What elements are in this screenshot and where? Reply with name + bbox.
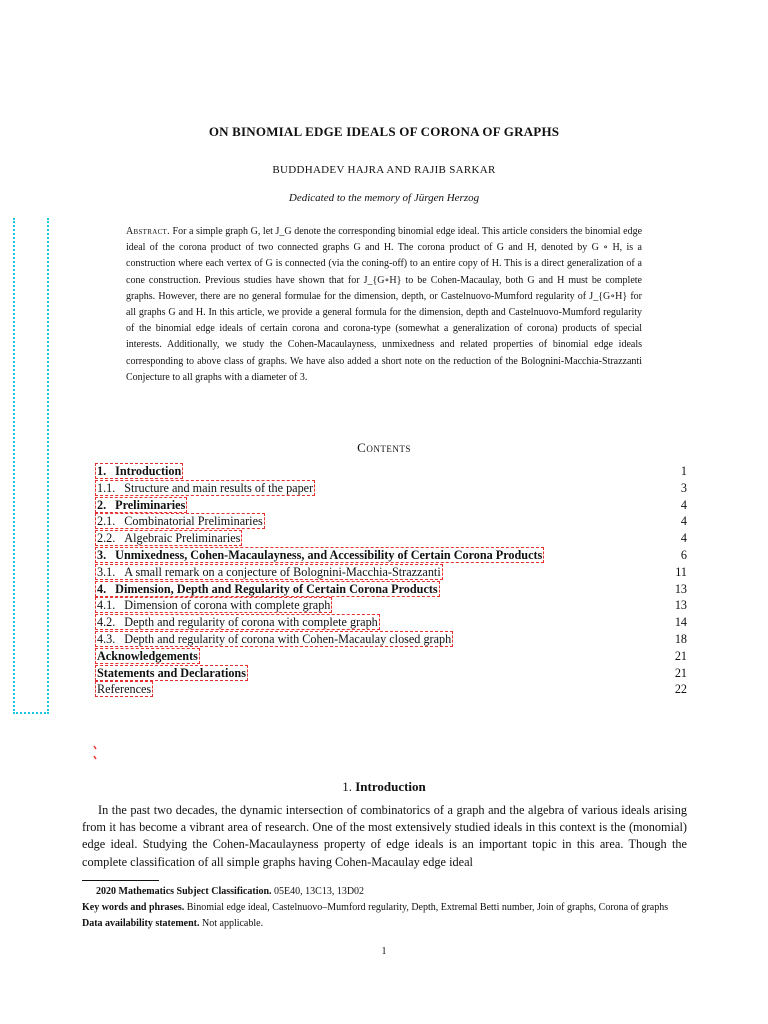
- toc-entry-number: 3.: [97, 547, 107, 562]
- toc-entry-number: 1.: [97, 464, 107, 478]
- toc-entry-label: Structure and main results of the paper: [124, 480, 314, 495]
- data-availability-label: Data availability statement.: [82, 918, 200, 929]
- toc-link[interactable]: [95, 648, 200, 664]
- introduction-paragraph: In the past two decades, the dynamic intersection of combinatorics of a graph and the algebra of various ideals arising from it has become a vibrant area of research. One of the most extensively studied ideals in this context is the (monomial) edge ideal. Studying the Cohen-Macaulayness property of edge ideals is an important topic in this area. Though the complete classification of all simple graphs having Cohen-Macaulay edge ideal: [82, 803, 687, 869]
- toc-entry-number: 4.: [97, 581, 107, 596]
- toc-entry: [95, 648, 687, 665]
- toc-entry-page: 22: [674, 682, 687, 697]
- section-heading: [0, 779, 768, 795]
- toc-entry: [95, 681, 687, 698]
- keywords-label: Key words and phrases.: [82, 902, 185, 913]
- contents-heading: Contents: [357, 440, 411, 455]
- section-title: Introduction: [355, 779, 426, 794]
- section-number: 1.: [342, 779, 352, 794]
- abstract: [126, 224, 642, 386]
- toc-link[interactable]: [95, 681, 153, 697]
- toc-entry-number: 4.3.: [97, 631, 116, 646]
- msc-label: 2020 Mathematics Subject Classification.: [96, 886, 272, 897]
- toc-entry-page: 4: [680, 531, 687, 546]
- abstract-text: For a simple graph G, let J_G denote the corresponding binomial edge ideal. This article considers the binomial edge ideal of the corona product of two connected graphs G and H. The corona product of G and H, denoted by G ∘ H, is a construction where each vertex of G is connected (via the coning-off) to an entire copy of H. This is a direct generalization of a cone construction. Previous studies have shown that for J_{G∘H} to be Cohen-Macaulay, both G and H must be complete graphs. However, there are no general formulae for the dimension, depth, or Castelnuovo-Mumford regularity of J_{G∘H} for all graphs G and H. In this article, we provide a general formula for the dimension, depth and Castelnuovo-Mumford regularity of the binomial edge ideals of certain corona and corona-type (somewhat a generalization of corona) products of special interests. Additionally, we study the Cohen-Macaulayness, unmixedness and related properties of binomial edge ideals corresponding to above class of graphs. We have also added a short note on the reduction of the Bolognini-Macchia-Strazzanti Conjecture to all graphs with a diameter of 3.: [126, 226, 643, 383]
- toc-link[interactable]: [95, 547, 544, 563]
- toc-entry-page: 1: [680, 464, 687, 478]
- toc-entry-page: 4: [680, 514, 687, 529]
- toc-entry-number: 1.1.: [97, 480, 116, 495]
- toc-entry-page: 13: [674, 598, 687, 613]
- toc-link[interactable]: [95, 497, 187, 513]
- toc-entry-label: Statements and Declarations: [97, 665, 246, 680]
- toc-link[interactable]: [95, 614, 380, 630]
- toc-entry-number: 3.1.: [97, 564, 116, 579]
- toc-entry: [95, 631, 687, 648]
- toc-link[interactable]: [95, 597, 332, 613]
- toc-entry-label: Combinatorial Preliminaries: [124, 514, 263, 529]
- toc-entry-page: 13: [674, 581, 687, 596]
- data-availability-value: Not applicable.: [202, 918, 264, 929]
- toc-entry-page: 6: [680, 547, 687, 562]
- toc-entry: [95, 480, 687, 497]
- annotation-box: [13, 218, 49, 714]
- toc-entry: [95, 581, 687, 598]
- toc-entry-label: A small remark on a conjecture of Bolognini-Macchia-Strazzanti: [124, 564, 441, 579]
- toc-entry-page: 3: [680, 480, 687, 495]
- dedication: Dedicated to the memory of Jürgen Herzog: [288, 192, 480, 204]
- toc-entry-number: 2.2.: [97, 531, 116, 546]
- toc-entry-page: 11: [675, 564, 687, 579]
- toc-entry-label: References: [97, 682, 152, 697]
- footnote-rule: [82, 880, 159, 881]
- toc-entry-label: Dimension of corona with complete graph: [124, 598, 331, 613]
- toc-entry: [95, 597, 687, 614]
- toc-entry-number: 4.2.: [97, 615, 116, 630]
- toc-entry-label: Algebraic Preliminaries: [124, 531, 241, 546]
- toc-entry-label: Introduction: [115, 464, 182, 478]
- toc-entry-page: 4: [680, 497, 687, 512]
- toc-entry-label: Depth and regularity of corona with Cohen-Macaulay closed graph: [124, 631, 452, 646]
- toc-link[interactable]: [95, 665, 248, 681]
- annotation-marks: [93, 745, 97, 761]
- toc-link[interactable]: [95, 513, 265, 529]
- table-of-contents: [95, 463, 687, 698]
- footnotes: [82, 884, 687, 932]
- toc-entry: [95, 530, 687, 547]
- toc-entry-label: Depth and regularity of corona with complete graph: [124, 615, 378, 630]
- toc-link[interactable]: [95, 631, 453, 647]
- toc-entry-page: 14: [674, 615, 687, 630]
- toc-link[interactable]: [95, 581, 440, 597]
- paper-authors: BUDDHADEV HAJRA AND RAJIB SARKAR: [272, 164, 496, 176]
- toc-entry: [95, 513, 687, 530]
- footnote-msc: [82, 884, 687, 900]
- footnote-keywords: [82, 900, 687, 916]
- toc-entry-number: 2.: [97, 497, 107, 512]
- toc-entry-label: Dimension, Depth and Regularity of Certain Corona Products: [115, 581, 438, 596]
- toc-entry: [95, 547, 687, 564]
- toc-entry: [95, 564, 687, 581]
- abstract-lead: Abstract.: [126, 226, 170, 237]
- toc-entry-number: 4.1.: [97, 598, 116, 613]
- toc-link[interactable]: [95, 480, 315, 496]
- paper-title: ON BINOMIAL EDGE IDEALS OF CORONA OF GRAPHS: [208, 124, 560, 139]
- toc-entry-label: Unmixedness, Cohen-Macaulayness, and Accessibility of Certain Corona Products: [115, 547, 543, 562]
- footnote-data-availability: [82, 916, 687, 932]
- keywords-value: Binomial edge ideal, Castelnuovo–Mumford regularity, Depth, Extremal Betti number, Join of graphs, Corona of graphs: [186, 902, 669, 913]
- toc-entry-label: Preliminaries: [115, 497, 186, 512]
- msc-value: 05E40, 13C13, 13D02: [274, 886, 365, 897]
- toc-link[interactable]: [95, 564, 443, 580]
- toc-link[interactable]: [95, 530, 242, 546]
- toc-link[interactable]: [95, 463, 183, 479]
- page-number: 1: [381, 946, 387, 957]
- toc-entry: [95, 614, 687, 631]
- toc-entry: [95, 665, 687, 682]
- toc-entry: [95, 463, 687, 480]
- toc-entry: [95, 497, 687, 514]
- toc-entry-page: 21: [674, 665, 687, 680]
- toc-entry-page: 21: [674, 648, 687, 663]
- toc-entry-page: 18: [674, 631, 687, 646]
- toc-entry-label: Acknowledgements: [97, 648, 198, 663]
- toc-entry-number: 2.1.: [97, 514, 116, 529]
